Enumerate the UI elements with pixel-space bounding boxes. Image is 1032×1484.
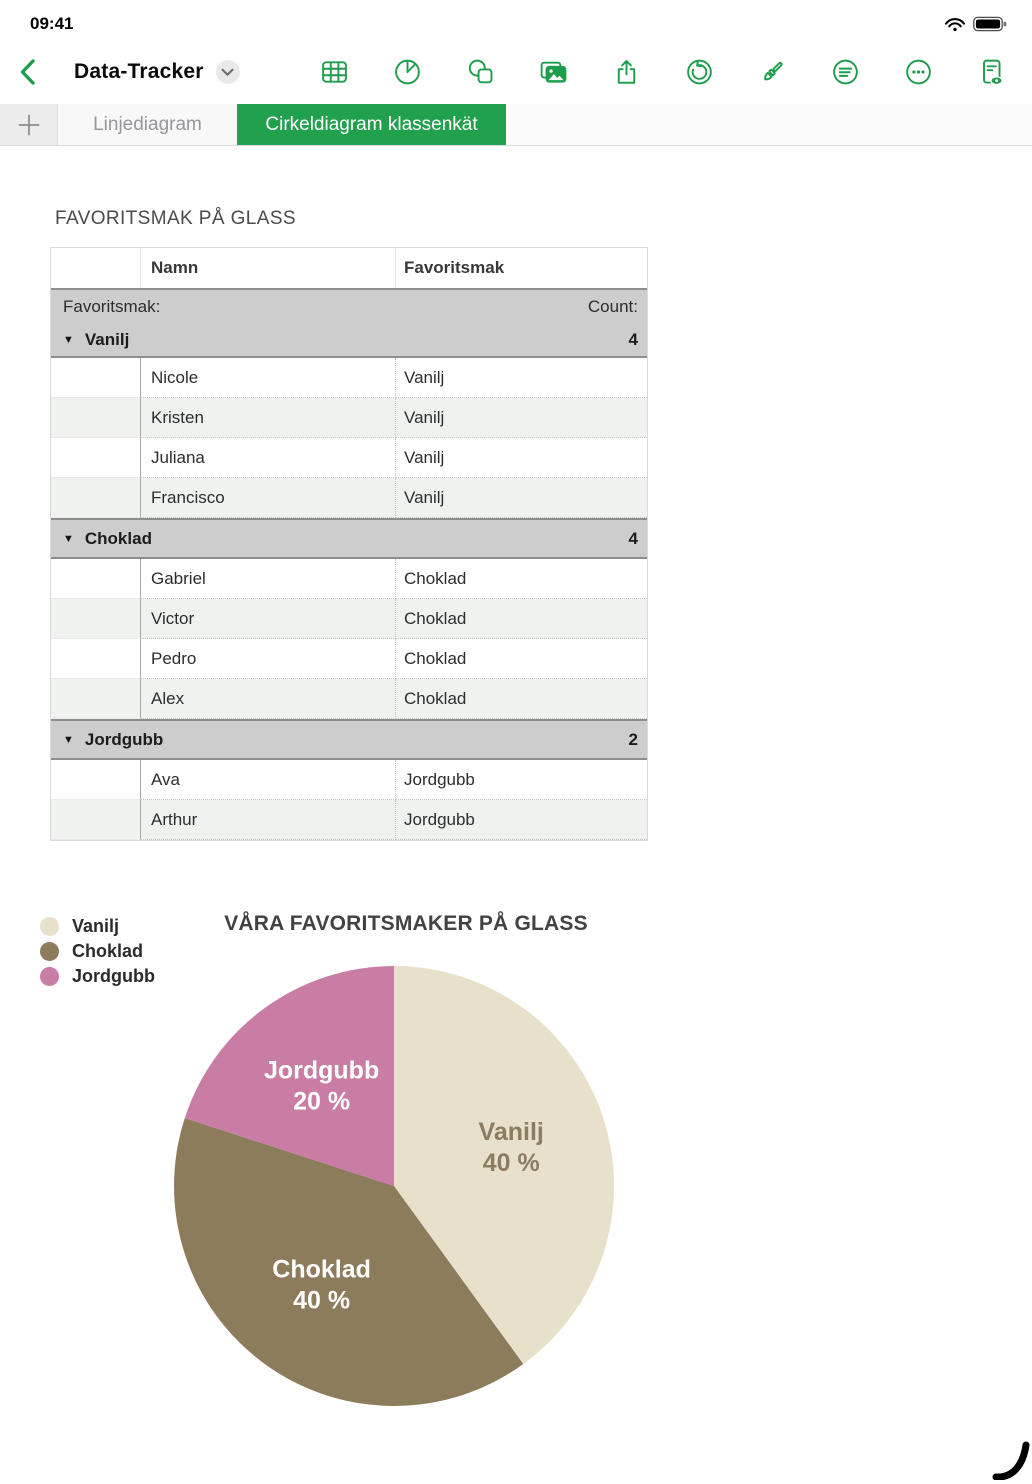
summary-row: [51, 290, 647, 323]
row-handle-cell[interactable]: [51, 478, 141, 518]
cell-namn[interactable]: Francisco: [141, 478, 396, 518]
cell-favoritsmak[interactable]: Vanilj: [396, 438, 647, 478]
cell-favoritsmak[interactable]: Choklad: [396, 679, 647, 719]
legend-item-vanilj: [40, 914, 155, 938]
sort-filter-button[interactable]: [830, 57, 861, 88]
row-handle-cell[interactable]: [51, 639, 141, 679]
pie-slice-label-choklad: Choklad 40 %: [272, 1255, 371, 1315]
insert-chart-button[interactable]: [392, 57, 423, 88]
format-brush-icon: [757, 57, 788, 88]
column-header-favoritsmak[interactable]: Favoritsmak: [404, 258, 505, 277]
group-header-row: [51, 520, 647, 557]
group-header-row: [51, 721, 647, 758]
legend-label: Choklad: [72, 940, 144, 961]
legend-swatch: [40, 917, 59, 936]
cell-favoritsmak[interactable]: Vanilj: [396, 478, 647, 518]
table-row: [51, 358, 647, 398]
format-brush-button[interactable]: [757, 57, 788, 88]
plus-icon: [16, 112, 42, 138]
tab-cirkeldiagram-klassenkat[interactable]: Cirkeldiagram klassenkät: [237, 104, 506, 145]
table-row: [51, 599, 647, 639]
insert-media-button[interactable]: [538, 57, 569, 88]
cell-namn[interactable]: Arthur: [141, 800, 396, 840]
cell-favoritsmak[interactable]: Vanilj: [396, 398, 647, 438]
cell-namn[interactable]: Gabriel: [141, 559, 396, 599]
group-name: Vanilj: [84, 329, 130, 349]
pie-chart[interactable]: [169, 961, 619, 1411]
add-sheet-button[interactable]: [0, 104, 58, 145]
group-name: Choklad: [84, 528, 152, 548]
summary-label: Favoritsmak:: [63, 296, 161, 316]
group-header-row: [51, 323, 647, 356]
table-row: [51, 398, 647, 438]
cell-favoritsmak[interactable]: Jordgubb: [396, 800, 647, 840]
row-handle-cell[interactable]: [51, 800, 141, 840]
cell-favoritsmak[interactable]: Vanilj: [396, 358, 647, 398]
more-button[interactable]: [903, 57, 934, 88]
table-row: [51, 800, 647, 840]
legend-item-choklad: [40, 939, 155, 963]
group-count: 2: [628, 729, 638, 749]
table-row: [51, 679, 647, 719]
back-button[interactable]: [18, 55, 48, 89]
undo-button[interactable]: [684, 57, 715, 88]
collapse-triangle-icon[interactable]: ▼: [63, 733, 74, 746]
row-handle-cell[interactable]: [51, 358, 141, 398]
table-row: [51, 760, 647, 800]
table-row: [51, 559, 647, 599]
chart-legend: [40, 914, 155, 988]
sort-filter-icon: [830, 57, 861, 88]
chart-title: VÅRA FAVORITSMAKER PÅ GLASS: [224, 912, 588, 935]
insert-media-icon: [538, 57, 569, 88]
row-handle-cell[interactable]: [51, 438, 141, 478]
document-title[interactable]: Data-Tracker: [74, 60, 204, 83]
insert-shape-icon: [465, 57, 496, 88]
cell-namn[interactable]: Kristen: [141, 398, 396, 438]
chevron-down-icon: [221, 68, 234, 77]
sheet-tab-bar: [0, 104, 1032, 146]
table-row: [51, 639, 647, 679]
row-handle-cell[interactable]: [51, 398, 141, 438]
row-handle-cell[interactable]: [51, 679, 141, 719]
status-bar: [0, 0, 1032, 40]
table-favoritsmak: [50, 247, 648, 841]
table-row: [51, 478, 647, 518]
battery-icon: [973, 16, 1008, 32]
toolbar: [0, 40, 1032, 104]
insert-shape-button[interactable]: [465, 57, 496, 88]
cell-namn[interactable]: Nicole: [141, 358, 396, 398]
collapse-triangle-icon[interactable]: ▼: [63, 532, 74, 545]
status-time: 09:41: [30, 14, 74, 33]
group-count: 4: [628, 528, 638, 548]
cell-favoritsmak[interactable]: Choklad: [396, 639, 647, 679]
group-count: 4: [628, 329, 638, 349]
header-cell-empty[interactable]: [51, 248, 141, 288]
insert-table-button[interactable]: [319, 57, 350, 88]
summary-count-label: Count:: [587, 296, 638, 316]
document-menu-button[interactable]: [216, 60, 240, 84]
group-name: Jordgubb: [84, 729, 164, 749]
group-header-left: [63, 730, 163, 750]
group-header-left: [63, 529, 152, 549]
share-button[interactable]: [611, 57, 642, 88]
cell-favoritsmak[interactable]: Choklad: [396, 559, 647, 599]
row-handle-cell[interactable]: [51, 760, 141, 800]
row-handle-cell[interactable]: [51, 559, 141, 599]
legend-item-jordgubb: [40, 964, 155, 988]
cell-namn[interactable]: Victor: [141, 599, 396, 639]
cell-favoritsmak[interactable]: Choklad: [396, 599, 647, 639]
cell-namn[interactable]: Juliana: [141, 438, 396, 478]
table-header-row: [51, 248, 647, 288]
insert-chart-icon: [392, 57, 423, 88]
wifi-icon: [944, 16, 966, 32]
pencil-stroke: [975, 1420, 1032, 1480]
pie-slice-label-vanilj: Vanilj 40 %: [478, 1117, 544, 1177]
group-header-left: [63, 330, 129, 350]
table-title: FAVORITSMAK PÅ GLASS: [55, 208, 296, 229]
pie-slice-label-jordgubb: Jordgubb 20 %: [263, 1056, 380, 1116]
legend-label: Jordgubb: [72, 965, 155, 986]
reading-view-icon: [976, 57, 1007, 88]
cell-namn[interactable]: Alex: [141, 679, 396, 719]
cell-namn[interactable]: Ava: [141, 760, 396, 800]
back-chevron-icon: [18, 58, 37, 86]
collapse-triangle-icon[interactable]: ▼: [63, 333, 74, 346]
table-groups: [51, 288, 647, 840]
insert-table-icon: [319, 57, 350, 88]
legend-swatch: [40, 942, 59, 961]
group-band-choklad: [51, 518, 647, 559]
sheet-canvas: [0, 146, 1032, 1484]
undo-icon: [684, 57, 715, 88]
reading-view-button[interactable]: [976, 57, 1007, 88]
group-band-vanilj: [51, 288, 647, 358]
row-handle-cell[interactable]: [51, 599, 141, 639]
share-icon: [611, 57, 642, 88]
tab-linjediagram[interactable]: Linjediagram: [58, 104, 237, 145]
cell-namn[interactable]: Pedro: [141, 639, 396, 679]
toolbar-icons: [319, 57, 1007, 88]
legend-label: Vanilj: [72, 915, 120, 936]
column-header-namn[interactable]: Namn: [141, 248, 396, 288]
group-band-jordgubb: [51, 719, 647, 760]
legend-swatch: [40, 967, 59, 986]
cell-favoritsmak[interactable]: Jordgubb: [396, 760, 647, 800]
table-row: [51, 438, 647, 478]
more-icon: [903, 57, 934, 88]
